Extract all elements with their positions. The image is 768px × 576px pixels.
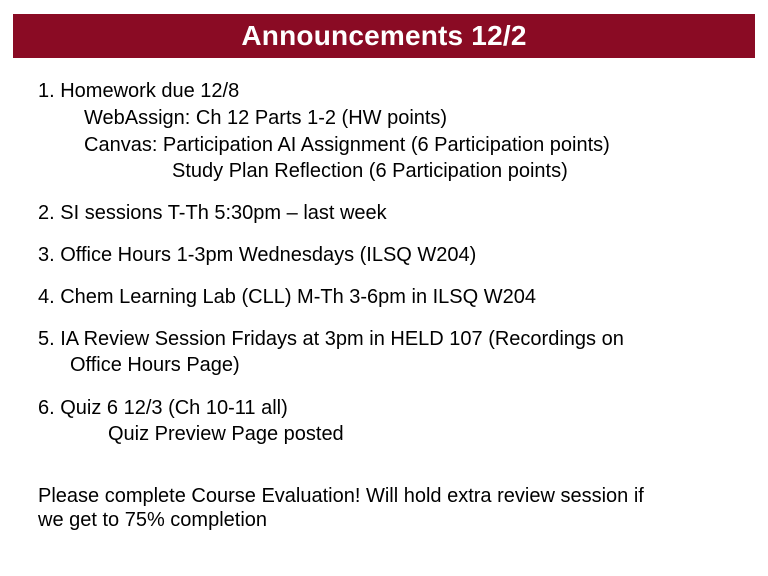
item-5-continuation: Office Hours Page) [70,354,240,376]
footer-line-1: Please complete Course Evaluation! Will hold extra review session if [38,485,644,507]
item-1-homework: 1. Homework due 12/8 [38,80,240,102]
item-6-quiz-preview: Quiz Preview Page posted [108,423,344,445]
item-6-quiz: 6. Quiz 6 12/3 (Ch 10-11 all) [38,397,288,419]
item-2-si-sessions: 2. SI sessions T-Th 5:30pm – last week [38,202,387,224]
item-3-office-hours: 3. Office Hours 1-3pm Wednesdays (ILSQ W204) [38,244,477,266]
item-5-ia-review: 5. IA Review Session Fridays at 3pm in HELD 107 (Recordings on [38,328,624,350]
item-4-chem-learning-lab: 4. Chem Learning Lab (CLL) M-Th 3-6pm in ILSQ W204 [38,286,536,308]
item-1-webassign: WebAssign: Ch 12 Parts 1-2 (HW points) [84,107,448,129]
footer-line-2: we get to 75% completion [38,509,268,531]
item-1-study-plan: Study Plan Reflection (6 Participation points) [172,160,568,182]
title-bar [13,14,755,58]
slide-title: Announcements 12/2 [241,20,527,51]
item-1-canvas: Canvas: Participation AI Assignment (6 Participation points) [84,134,610,156]
